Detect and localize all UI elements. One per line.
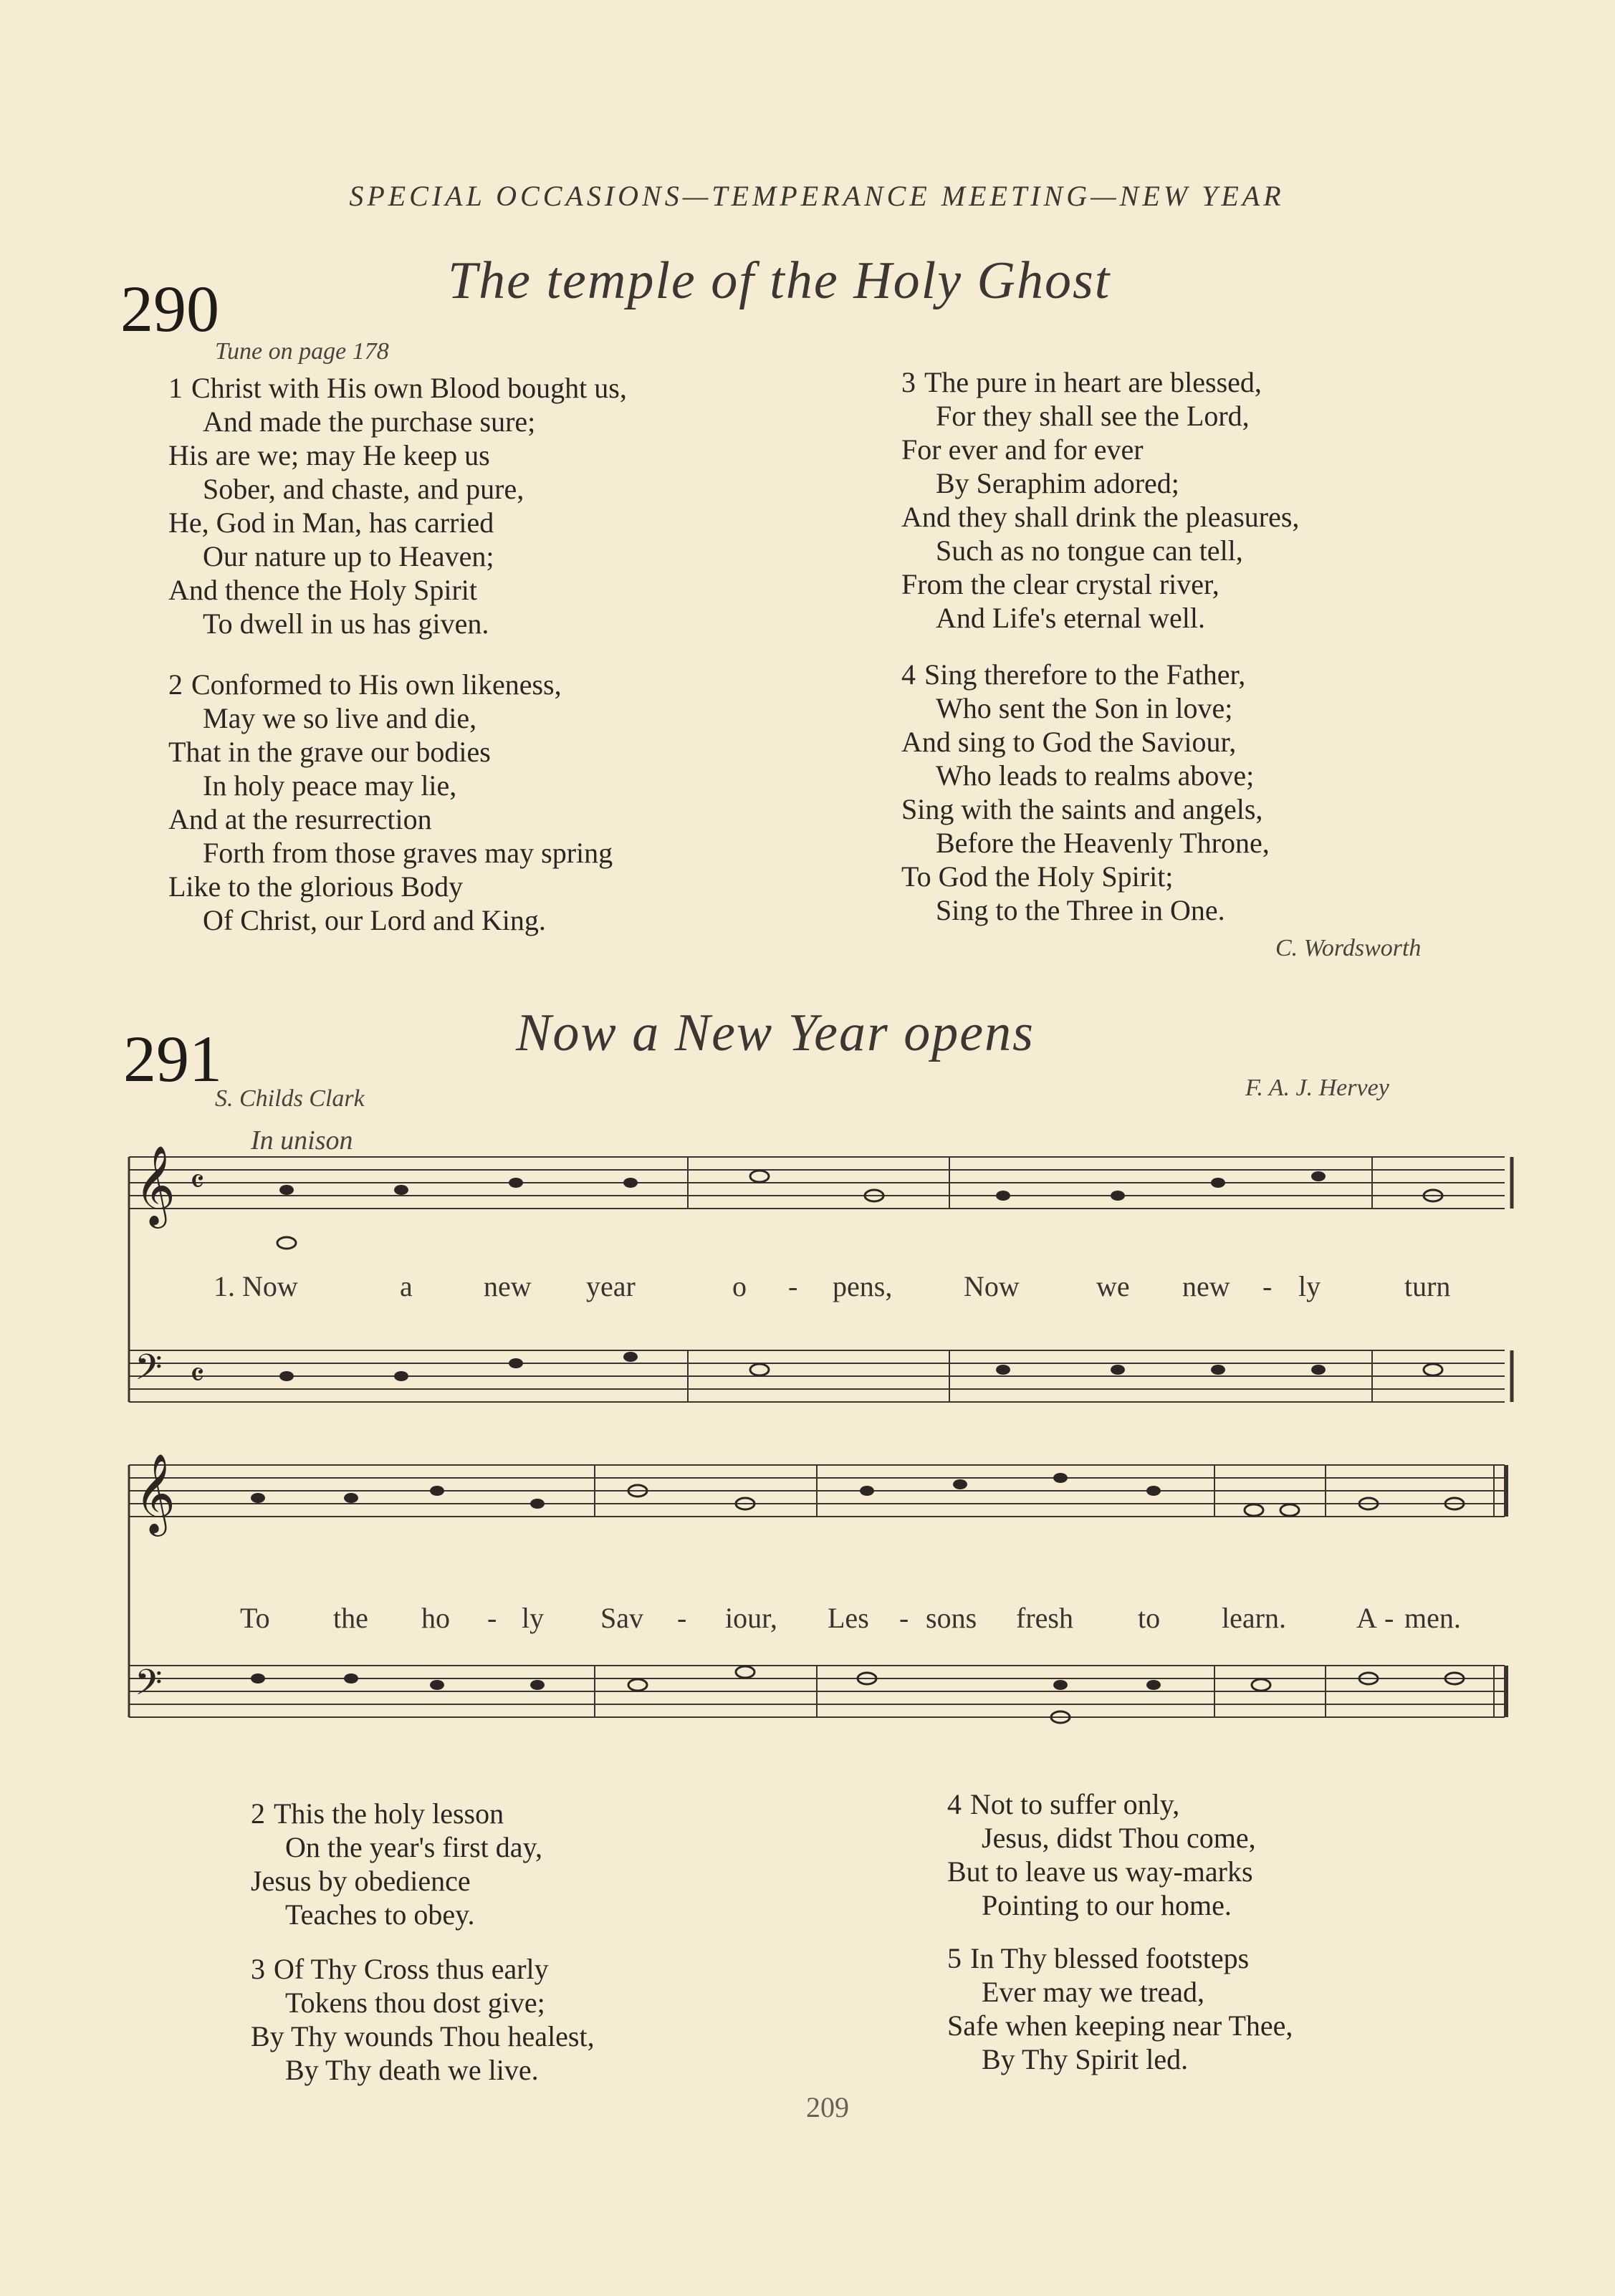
treble-clef-icon: 𝄞 (135, 1453, 176, 1533)
stanza-line: In holy peace may lie, (203, 769, 457, 802)
stanza-line: Teaches to obey. (285, 1898, 475, 1931)
lyric-syllable: learn. (1222, 1602, 1286, 1634)
hymn-290-stanza-3 (901, 365, 1299, 635)
stanza-line: And they shall drink the pleasures, (901, 501, 1300, 533)
stanza-line: He, God in Man, has carried (168, 506, 494, 539)
stanza-line: Sober, and chaste, and pure, (203, 473, 524, 505)
stanza-line: 4 Not to suffer only, (947, 1788, 1180, 1820)
stanza-line: 2 Conformed to His own likeness, (168, 668, 562, 701)
lyric-syllable: sons (926, 1602, 977, 1634)
hymn-291-composer: S. Childs Clark (215, 1085, 365, 1112)
lyric-hyphen: - (1262, 1270, 1273, 1302)
stanza-line: 4 Sing therefore to the Father, (901, 658, 1246, 691)
lyric-syllable: A (1356, 1602, 1377, 1634)
hymn-290-stanza-4 (901, 658, 1270, 927)
stanza-line: Who sent the Son in love; (936, 692, 1233, 724)
stanza-line: Before the Heavenly Throne, (936, 827, 1270, 859)
stanza-line: To God the Holy Spirit; (901, 860, 1174, 893)
stanza-line: By Seraphim adored; (936, 467, 1179, 499)
stanza-line: That in the grave our bodies (168, 736, 491, 768)
lyric-syllable: turn (1404, 1270, 1451, 1302)
bass-clef-icon: 𝄢 (135, 1347, 163, 1397)
stanza-line: Sing to the Three in One. (936, 894, 1225, 926)
hymn-291-stanza-3 (251, 1952, 595, 2087)
lyric-hyphen: - (487, 1602, 497, 1634)
page-number: 209 (806, 2091, 849, 2123)
time-signature-treble: 𝄴 (190, 1162, 205, 1201)
lyric-syllable: Now (964, 1270, 1020, 1302)
stanza-line: By Thy death we live. (285, 2054, 539, 2086)
lyric-hyphen: - (788, 1270, 798, 1302)
performance-direction: In unison (251, 1125, 353, 1156)
lyric-syllable: To (240, 1602, 270, 1634)
stanza-line: And Life's eternal well. (936, 602, 1205, 634)
stanza-line: Pointing to our home. (982, 1889, 1232, 1921)
stanza-line: By Thy wounds Thou healest, (251, 2020, 595, 2052)
lyric-syllable: ly (1298, 1270, 1321, 1302)
stanza-line: To dwell in us has given. (203, 607, 489, 640)
hymn-290-tune-reference: Tune on page 178 (215, 338, 389, 365)
lyric-syllable: o (732, 1270, 747, 1302)
stanza-line: From the clear crystal river, (901, 568, 1219, 600)
lyric-syllable: ho (421, 1602, 450, 1634)
stanza-line: 2 This the holy lesson (251, 1797, 504, 1830)
lyric-syllable: Sav (600, 1602, 643, 1634)
hymn-291-stanza-4 (947, 1787, 1256, 1922)
hymn-291-title: Now a New Year opens (516, 1004, 1035, 1062)
time-signature-bass: 𝄴 (190, 1355, 205, 1394)
lyrics-row-1 (0, 1269, 1615, 1312)
lyric-syllable: Les (828, 1602, 869, 1634)
stanza-line: Jesus, didst Thou come, (982, 1822, 1256, 1854)
hymn-290-title: The temple of the Holy Ghost (448, 251, 1111, 310)
stanza-line: Safe when keeping near Thee, (947, 2009, 1293, 2042)
stanza-line: And thence the Holy Spirit (168, 574, 478, 606)
lyric-syllable: new (1182, 1270, 1230, 1302)
stanza-line: His are we; may He keep us (168, 439, 490, 471)
lyric-hyphen: - (1384, 1602, 1394, 1634)
stanza-line: For they shall see the Lord, (936, 400, 1250, 432)
stanza-line: Such as no tongue can tell, (936, 534, 1243, 567)
stanza-line: Forth from those graves may spring (203, 837, 613, 869)
stanza-line: And made the purchase sure; (203, 405, 536, 438)
running-header: SPECIAL OCCASIONS—TEMPERANCE MEETING—NEW YEAR (349, 180, 1285, 212)
lyric-hyphen: - (899, 1602, 909, 1634)
lyric-syllable: to (1138, 1602, 1161, 1634)
stanza-line: 5 In Thy blessed footsteps (947, 1942, 1250, 1974)
stanza-line: 3 Of Thy Cross thus early (251, 1953, 549, 1985)
lyric-syllable: the (333, 1602, 368, 1634)
lyrics-row-2 (0, 1601, 1615, 1644)
lyric-syllable: 1. Now (214, 1270, 298, 1302)
stanza-line: Like to the glorious Body (168, 870, 464, 903)
lyric-syllable: year (586, 1270, 636, 1302)
stanza-line: Who leads to realms above; (936, 759, 1255, 792)
hymn-291-author: F. A. J. Hervey (1245, 1075, 1389, 1101)
lyric-syllable: men. (1404, 1602, 1461, 1634)
lyric-syllable: ly (522, 1602, 545, 1634)
lyric-syllable: new (484, 1270, 532, 1302)
stanza-line: Of Christ, our Lord and King. (203, 904, 546, 936)
treble-clef-icon: 𝄞 (135, 1145, 176, 1225)
lyric-syllable: iour, (725, 1602, 777, 1634)
stanza-line: And sing to God the Saviour, (901, 726, 1237, 758)
stanza-line: Sing with the saints and angels, (901, 793, 1263, 825)
stanza-line: For ever and for ever (901, 433, 1144, 466)
hymn-290-stanza-2 (168, 668, 613, 937)
stanza-line: And at the resurrection (168, 803, 432, 835)
stanza-line: Our nature up to Heaven; (203, 540, 494, 572)
bass-clef-icon: 𝄢 (135, 1662, 163, 1712)
stanza-line: On the year's first day, (285, 1831, 542, 1863)
lyric-syllable: fresh (1016, 1602, 1073, 1634)
hymn-290-stanza-1 (168, 371, 627, 640)
stanza-line: 1 Christ with His own Blood bought us, (168, 372, 627, 404)
hymn-290-author: C. Wordsworth (1275, 935, 1422, 961)
stanza-line: Jesus by obedience (251, 1865, 471, 1897)
stanza-line: May we so live and die, (203, 702, 477, 734)
hymn-291-stanza-5 (947, 1941, 1293, 2076)
stanza-line: Ever may we tread, (982, 1976, 1204, 2008)
hymn-290-number: 290 (120, 272, 219, 345)
lyric-syllable: a (400, 1270, 413, 1302)
stanza-line: But to leave us way-marks (947, 1855, 1253, 1888)
stanza-line: By Thy Spirit led. (982, 2043, 1189, 2075)
lyric-hyphen: - (677, 1602, 687, 1634)
lyric-syllable: pens, (833, 1270, 893, 1302)
stanza-line: 3 The pure in heart are blessed, (901, 366, 1262, 398)
hymn-291-number: 291 (123, 1022, 222, 1095)
lyric-syllable: we (1096, 1270, 1130, 1302)
stanza-line: Tokens thou dost give; (285, 1987, 545, 2019)
hymn-291-stanza-2 (251, 1797, 542, 1931)
